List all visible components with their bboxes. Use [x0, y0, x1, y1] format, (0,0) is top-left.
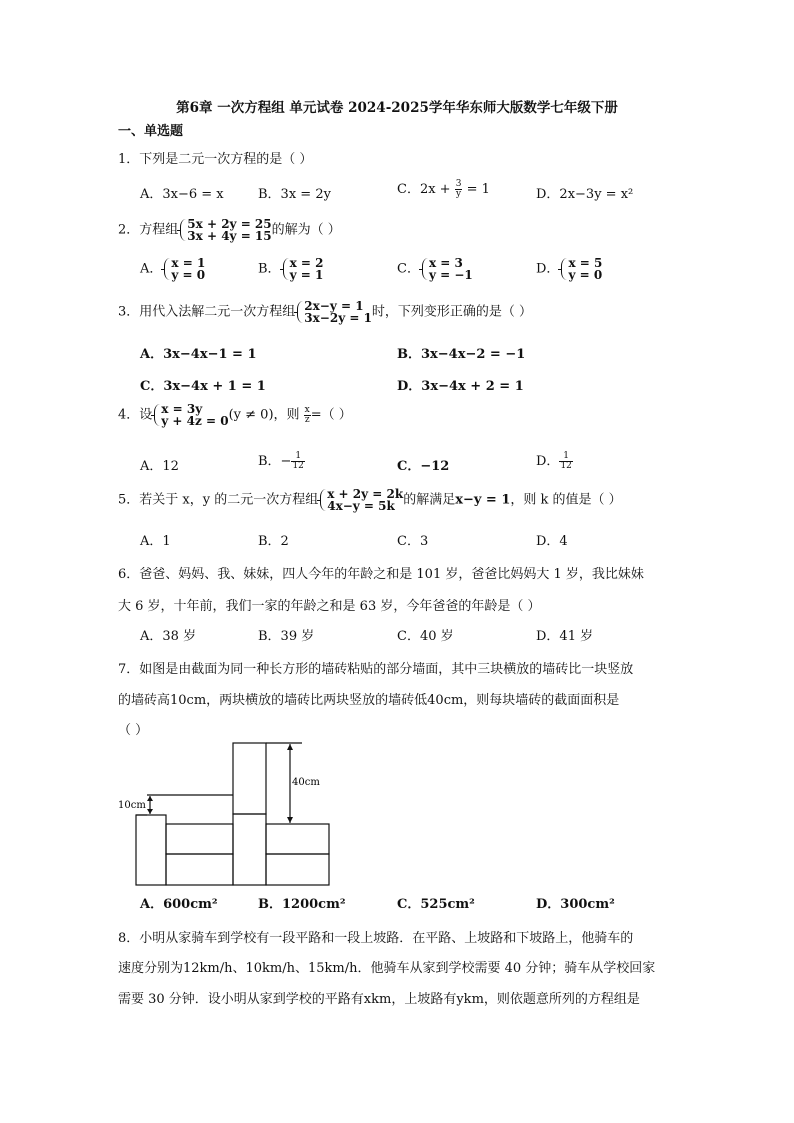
center-vertical-brick-top	[233, 743, 266, 814]
q6-option-b: B．39 岁	[258, 629, 315, 644]
q4-option-b: B．− $\frac{1}{12}$	[258, 451, 304, 471]
q2-option-a: A． x = 1 y = 0	[140, 256, 206, 282]
question-7-line-2: 的墙砖高10cm，两块横放的墙砖比两块竖放的墙砖低40cm，则每块墙砖的截面面积是	[118, 693, 620, 708]
question-3-stem: 3．用代入法解二元一次方程组 2x−y = 1 3x−2y = 1 时，下列变形正确的是（ ）	[118, 299, 533, 325]
center-vertical-brick-bottom	[233, 814, 266, 885]
q7-option-c: C．525cm²	[397, 897, 475, 912]
q5-system: x + 2y = 2k 4x−y = 5k	[318, 488, 403, 512]
q2-system: 5x + 2y = 25 3x + 4y = 15	[178, 218, 271, 242]
q5-option-b: B．2	[258, 534, 289, 549]
page-title: 第6章 一次方程组 单元试卷 2024-2025学年华东师大版数学七年级下册	[176, 100, 618, 116]
label-10cm: 10cm	[118, 800, 146, 811]
arrowhead-40-up	[287, 744, 293, 750]
q4-system: x = 3y y + 4z = 0	[152, 403, 228, 427]
q3-option-d: D．3x−4x + 2 = 1	[397, 379, 524, 394]
question-8-line-1: 8．小明从家骑车到学校有一段平路和一段上坡路．在平路、上坡路和下坡路上，他骑车的	[118, 931, 634, 946]
q4-option-a: A．12	[140, 459, 179, 474]
right-horizontal-brick-bottom	[266, 854, 329, 885]
left-vertical-brick	[136, 815, 166, 885]
q7-option-d: D．300cm²	[536, 897, 615, 912]
q2-option-b: B． x = 2 y = 1	[258, 256, 324, 282]
q2-option-d: D． x = 5 y = 0	[536, 256, 603, 282]
brick-wall-figure	[110, 735, 340, 890]
section-heading: 一、单选题	[118, 124, 184, 139]
left-horizontal-brick-top	[166, 824, 233, 854]
q6-option-c: C．40 岁	[397, 629, 454, 644]
question-7-line-1: 7．如图是由截面为同一种长方形的墙砖粘贴的部分墙面，其中三块横放的墙砖比一块竖放	[118, 662, 634, 677]
q6-option-a: A．38 岁	[140, 629, 197, 644]
q1-option-c: C．2x + $\frac{3}{y}$ = 1	[397, 179, 490, 199]
q3-option-a: A．3x−4x−1 = 1	[140, 347, 257, 362]
arrowhead-10-up	[147, 796, 153, 801]
q5-option-c: C．3	[397, 534, 429, 549]
label-40cm: 40cm	[292, 777, 320, 788]
q1-option-d: D．2x−3y = x²	[536, 187, 634, 202]
question-5-stem: 5．若关于 x，y 的二元一次方程组 x + 2y = 2k 4x−y = 5k 的解满足x−y = 1，则 k 的值是（ ）	[118, 487, 622, 513]
question-6-line-1: 6．爸爸、妈妈、我、妹妹，四人今年的年龄之和是 101 岁，爸爸比妈妈大 1 岁，我比妹妹	[118, 567, 644, 582]
q4-option-c: C．−12	[397, 459, 450, 474]
q5-option-d: D．4	[536, 534, 568, 549]
question-2-stem: 2．方程组 5x + 2y = 25 3x + 4y = 15 的解为（ ）	[118, 217, 341, 243]
q1-option-b: B．3x = 2y	[258, 187, 331, 202]
arrowhead-40-down	[287, 817, 293, 823]
left-horizontal-brick-bottom	[166, 854, 233, 885]
q1-c-fraction: $\frac{3}{y}$	[455, 179, 462, 199]
q2-option-c: C． x = 3 y = −1	[397, 256, 473, 282]
q5-option-a: A．1	[140, 534, 171, 549]
question-8-line-2: 速度分别为12km/h、10km/h、15km/h．他骑车从家到学校需要 40 分钟；骑车从学校回家	[118, 961, 656, 976]
q6-option-d: D．41 岁	[536, 629, 594, 644]
question-8-line-3: 需要 30 分钟．设小明从家到学校的平路有xkm，上坡路有ykm，则依题意所列的方程组是	[118, 992, 640, 1007]
q1-option-a: A．3x−6 = x	[140, 187, 224, 202]
right-horizontal-brick-top	[266, 824, 329, 854]
question-6-line-2: 大 6 岁，十年前，我们一家的年龄之和是 63 岁，今年爸爸的年龄是（ ）	[118, 599, 541, 614]
question-7-line-3: （ ）	[118, 723, 149, 738]
q4-option-d: D． $\frac{1}{12}$	[536, 451, 572, 471]
question-1-stem: 1．下列是二元一次方程的是（ ）	[118, 152, 313, 167]
arrowhead-10-down	[147, 809, 153, 814]
q7-option-a: A．600cm²	[140, 897, 218, 912]
q7-option-b: B．1200cm²	[258, 897, 346, 912]
question-4-stem: 4．设 x = 3y y + 4z = 0 (y ≠ 0)，则 $\frac{x}{z}$ =（ ）	[118, 402, 352, 428]
q3-option-b: B．3x−4x−2 = −1	[397, 347, 526, 362]
q3-option-c: C．3x−4x + 1 = 1	[140, 379, 266, 394]
q3-system: 2x−y = 1 3x−2y = 1	[295, 300, 372, 324]
